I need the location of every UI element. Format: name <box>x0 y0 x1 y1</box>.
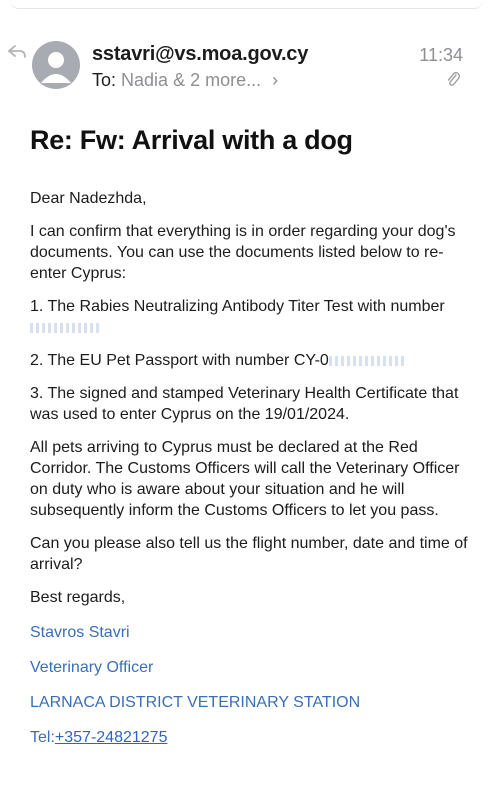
body-paragraph-3: Can you please also tell us the flight number, date and time of arrival? <box>30 535 468 573</box>
email-subject: Re: Fw: Arrival with a dog <box>30 125 353 155</box>
message-time: 11:34 <box>419 45 463 65</box>
signature-role: Veterinary Officer <box>30 659 154 676</box>
sender-avatar[interactable] <box>32 41 80 89</box>
signature-phone <box>30 727 475 748</box>
paperclip-icon[interactable] <box>446 70 460 88</box>
document-item-2 <box>30 350 475 371</box>
previous-message-edge <box>10 0 483 9</box>
phone-link[interactable]: +357-24821275 <box>54 729 168 746</box>
body-paragraph-2: All pets arriving to Cyprus must be declared at the Red Corridor. The Customs Officers will call the Veterinary Officer on duty who is aware about your situation and he will subsequently inform the Customs Officers to let you pass. <box>30 439 460 519</box>
email-body <box>30 188 475 762</box>
redacted-number <box>30 323 100 333</box>
body-paragraph-1: I can confirm that everything is in order regarding your dog's documents. You can use the documents listed below to re-enter Cyprus: <box>30 223 456 282</box>
sender-address[interactable]: sstavri@vs.moa.gov.cy <box>92 43 309 65</box>
signature-station: LARNACA DISTRICT VETERINARY STATION <box>30 694 361 711</box>
tel-label: Tel: <box>30 729 55 746</box>
redacted-number <box>329 356 404 366</box>
document-item-1-text: 1. The Rabies Neutralizing Antibody Titer Test with number <box>30 298 445 315</box>
person-icon <box>32 41 80 89</box>
signature-name: Stavros Stavri <box>30 624 130 641</box>
recipients-list[interactable]: Nadia & 2 more... <box>121 70 262 90</box>
recipients-row[interactable] <box>92 70 278 91</box>
chevron-right-icon[interactable]: › <box>272 70 279 90</box>
greeting: Dear Nadezhda, <box>30 190 147 207</box>
closing: Best regards, <box>30 589 126 606</box>
document-item-2-text: 2. The EU Pet Passport with number CY-0 <box>30 352 329 369</box>
to-label: To: <box>92 70 117 90</box>
document-item-3: 3. The signed and stamped Veterinary Health Certificate that was used to enter Cyprus on the 19/01/2024. <box>30 385 459 423</box>
signature <box>30 587 475 748</box>
reply-arrow-icon[interactable] <box>8 45 26 59</box>
document-item-1 <box>30 296 475 338</box>
